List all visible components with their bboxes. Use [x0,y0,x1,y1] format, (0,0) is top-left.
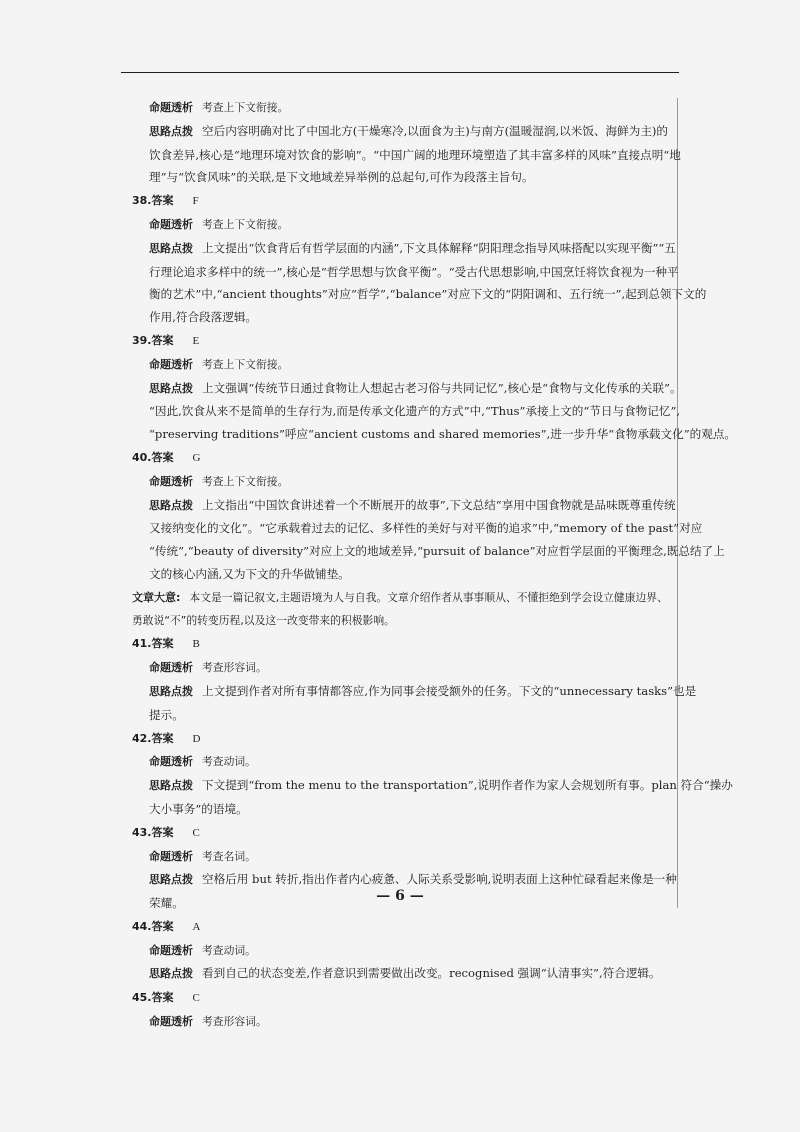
analysis-line [132,939,668,963]
hint-line [132,120,668,144]
analysis-label: 命题透析 [149,217,193,231]
answer-label: 答案 [151,450,174,464]
hint-line [132,237,676,261]
analysis-text: 考查上下文衔接。 [202,474,289,488]
answer-key: C [192,826,200,839]
answer-line [132,986,668,1010]
analysis-text: 考查动词。 [202,943,256,957]
question-number: 38. [132,194,152,208]
hint-text: 空格后用 but 转折,指出作者内心疲惫、人际关系受影响,说明表面上这种忙碌看起来像是一种 [202,872,677,887]
hint-label: 思路点拨 [149,779,193,793]
analysis-label: 命题透析 [149,755,193,769]
hint-label: 思路点拨 [149,381,193,395]
hint-label: 思路点拨 [149,684,193,698]
hint-label: 思路点拨 [149,498,193,512]
analysis-text: 考查上下文衔接。 [202,217,289,231]
answer-line [132,189,668,213]
answer-line [132,915,668,939]
header-rule [121,72,679,73]
question-number: 41. [132,637,152,651]
hint-continuation: “preserving traditions”呼应“ancient customs and shared memories”,进一步升华“食物承载文化”的观点。 [149,427,737,442]
hint-text: 空后内容明确对比了中国北方(干燥寒冷,以面食为主)与南方(温暖湿润,以米饭、海鲜为主)的 [202,123,669,138]
answer-line [132,329,668,353]
hint-continuation: 文的核心内涵,又为下文的升华做铺垫。 [149,566,350,581]
hint-text: 看到自己的状态变差,作者意识到需要做出改变。recognised 强调“认清事实”,符合逻辑。 [202,966,661,981]
answer-key: G [192,451,201,464]
hint-continuation: 又接纳变化的文化”。“它承载着过去的记忆、多样性的美好与对平衡的追求”中,“memory of the past”对应 [149,521,703,536]
analysis-text: 考查上下文衔接。 [202,357,289,371]
hint-continuation: 荣耀。 [149,896,184,911]
analysis-label: 命题透析 [149,849,193,863]
summary-label: 文章大意: [132,590,181,604]
analysis-label: 命题透析 [149,101,193,114]
hint-continuation: 提示。 [149,707,184,722]
hint-text: 上文提到作者对所有事情都答应,作为同事会接受额外的任务。下文的“unnecessary tasks”也是 [202,683,697,698]
answer-label: 答案 [151,333,174,347]
hint-text: 上文强调“传统节日通过食物让人想起古老习俗与共同记忆”,核心是“食物与文化传承的关联”。 [202,380,682,395]
analysis-label: 命题透析 [149,1015,193,1029]
hint-continuation: 衡的艺术”中,“ancient thoughts”对应“哲学”,“balance”对应下文的“阴阳调和、五行统一”,起到总领下文的 [149,287,707,302]
page-number: — 6 — [376,888,424,904]
answer-key: A [192,920,201,933]
summary-continuation: 勇敢说“不”的转变历程,以及这一改变带来的积极影响。 [132,613,395,627]
analysis-text: 考查名词。 [202,849,256,863]
hint-label: 思路点拨 [149,873,193,887]
analysis-label: 命题透析 [149,661,193,675]
answer-label: 答案 [151,991,174,1005]
analysis-text: 考查形容词。 [202,1015,267,1029]
hint-text: 下文提到“from the menu to the transportation”,说明作者作为家人会规划所有事。plan 符合“操办 [202,778,733,793]
hint-text: 上文指出“中国饮食讲述着一个不断展开的故事”,下文总结“享用中国食物就是品味既尊重传统 [202,497,676,512]
hint-continuation: 理”与“饮食风味”的关联,是下文地域差异举例的总起句,可作为段落主旨句。 [149,170,534,185]
answer-label: 答案 [151,731,174,745]
analysis-label: 命题透析 [149,357,193,371]
hint-line [132,377,682,401]
analysis-line [132,845,668,869]
analysis-text: 考查动词。 [202,755,256,769]
hint-label: 思路点拨 [149,241,193,255]
answer-key: D [192,732,201,745]
hint-continuation: 作用,符合段落逻辑。 [149,310,258,325]
analysis-line [132,470,668,494]
question-number: 45. [132,991,152,1005]
answer-line [132,821,668,845]
summary-text: 本文是一篇记叙文,主题语境为人与自我。文章介绍作者从事事顺从、不懂拒绝到学会设立健康边界、 [189,590,668,604]
answer-key: E [192,334,200,347]
answer-label: 答案 [151,194,174,208]
analysis-label: 命题透析 [149,474,193,488]
answer-line [132,632,668,656]
hint-continuation: 饮食差异,核心是“地理环境对饮食的影响”。“中国广阔的地理环境塑造了其丰富多样的风味”直接点明“地 [149,147,681,162]
answer-label: 答案 [151,919,174,933]
hint-line [132,494,676,518]
hint-line [132,962,668,986]
hint-text: 上文提出“饮食背后有哲学层面的内涵”,下文具体解释“阴阳理念指导风味搭配以实现平衡”“五 [202,240,676,255]
question-number: 39. [132,333,152,347]
question-number: 42. [132,731,152,745]
question-number: 40. [132,450,152,464]
analysis-line [132,96,668,120]
analysis-line [132,750,668,774]
answer-label: 答案 [151,825,174,839]
hint-label: 思路点拨 [149,124,193,138]
answer-label: 答案 [151,637,174,651]
analysis-text: 考查形容词。 [202,661,267,675]
analysis-text: 考查上下文衔接。 [202,101,289,114]
hint-continuation: 大小事务”的语境。 [149,801,248,816]
analysis-line [132,213,668,237]
answer-key: C [192,992,200,1005]
answer-key: F [192,195,199,208]
answer-line [132,727,668,751]
summary-line [132,586,668,610]
hint-continuation: “因此,饮食从来不是简单的生存行为,而是传承文化遗产的方式”中,“Thus”承接上文的“节日与食物记忆”, [149,404,681,419]
analysis-label: 命题透析 [149,943,193,957]
analysis-line [132,656,668,680]
analysis-line [132,353,668,377]
hint-continuation: 行理论追求多样中的统一”,核心是“哲学思想与饮食平衡”。“受古代思想影响,中国烹饪将饮食视为一种平 [149,264,679,279]
hint-line [132,774,733,798]
question-number: 43. [132,825,152,839]
hint-line [132,680,697,704]
answer-line [132,446,668,470]
analysis-line [132,1010,668,1034]
hint-label: 思路点拨 [149,967,193,981]
hint-continuation: “传统”,“beauty of diversity”对应上文的地域差异,“pursuit of balance”对应哲学层面的平衡理念,既总结了上 [149,544,725,559]
question-number: 44. [132,919,152,933]
answer-key: B [192,638,200,651]
